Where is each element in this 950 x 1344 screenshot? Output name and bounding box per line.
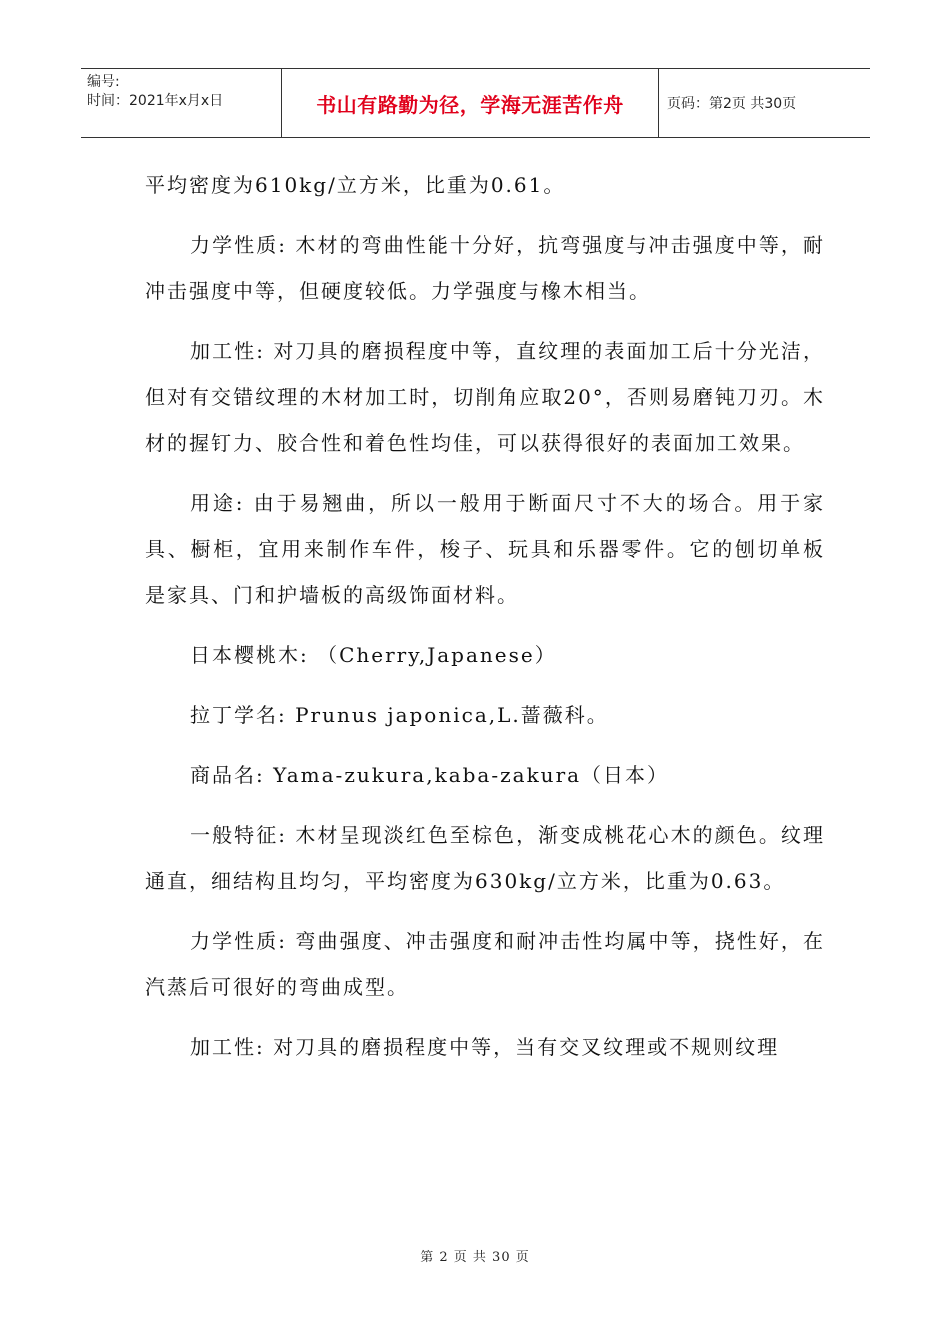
paragraph-processing-2: 加工性: 对刀具的磨损程度中等，当有交叉纹理或不规则纹理 — [190, 1035, 780, 1059]
page-header — [81, 68, 870, 138]
paragraph-uses: 用途: 由于易翘曲，所以一般用于断面尺寸不大的场合。用于家具、橱柜，宜用来制作车件，梭子、玩具和乐器零件。它的刨切单板是家具、门和护墙板的高级饰面材料。 — [145, 491, 825, 607]
paragraph-general-features: 一般特征: 木材呈现淡红色至棕色，渐变成桃花心木的颜色。纹理通直，细结构且均匀，平均密度为630kg/立方米，比重为0.63。 — [145, 823, 825, 893]
paragraph-mechanical-properties-2: 力学性质: 弯曲强度、冲击强度和耐冲击性均属中等，挠性好，在汽蒸后可很好的弯曲成型。 — [145, 929, 825, 999]
document-body — [145, 162, 825, 1070]
paragraph-density: 平均密度为610kg/立方米，比重为0.61。 — [145, 173, 566, 197]
header-info-cell — [81, 69, 281, 137]
paragraph-latin-name: 拉丁学名: Prunus japonica,L.蔷薇科。 — [190, 703, 609, 727]
paragraph-trade-name: 商品名: Yama-zukura,kaba-zakura（日本） — [190, 763, 670, 787]
page-footer: 第 2 页 共 30 页 — [420, 1250, 530, 1265]
paragraph-mechanical-properties: 力学性质: 木材的弯曲性能十分好，抗弯强度与冲击强度中等，耐冲击强度中等，但硬度较低。力学强度与橡木相当。 — [145, 233, 825, 303]
header-motto: 书山有路勤为径，学海无涯苦作舟 — [281, 69, 659, 137]
paragraph-processing: 加工性: 对刀具的磨损程度中等，直纹理的表面加工后十分光洁，但对有交错纹理的木材加工时，切削角应取20°，否则易磨钝刀刃。木材的握钉力、胶合性和着色性均佳，可以获得很好的表面加工效果。 — [145, 339, 825, 455]
header-page-label: 页码：第2页 共30页 — [667, 96, 797, 112]
document-date-label: 时间：2021年x月x日 — [87, 93, 224, 109]
paragraph-japanese-cherry-title: 日本樱桃木: （Cherry,Japanese） — [190, 643, 557, 667]
document-number-label: 编号: — [87, 74, 120, 90]
